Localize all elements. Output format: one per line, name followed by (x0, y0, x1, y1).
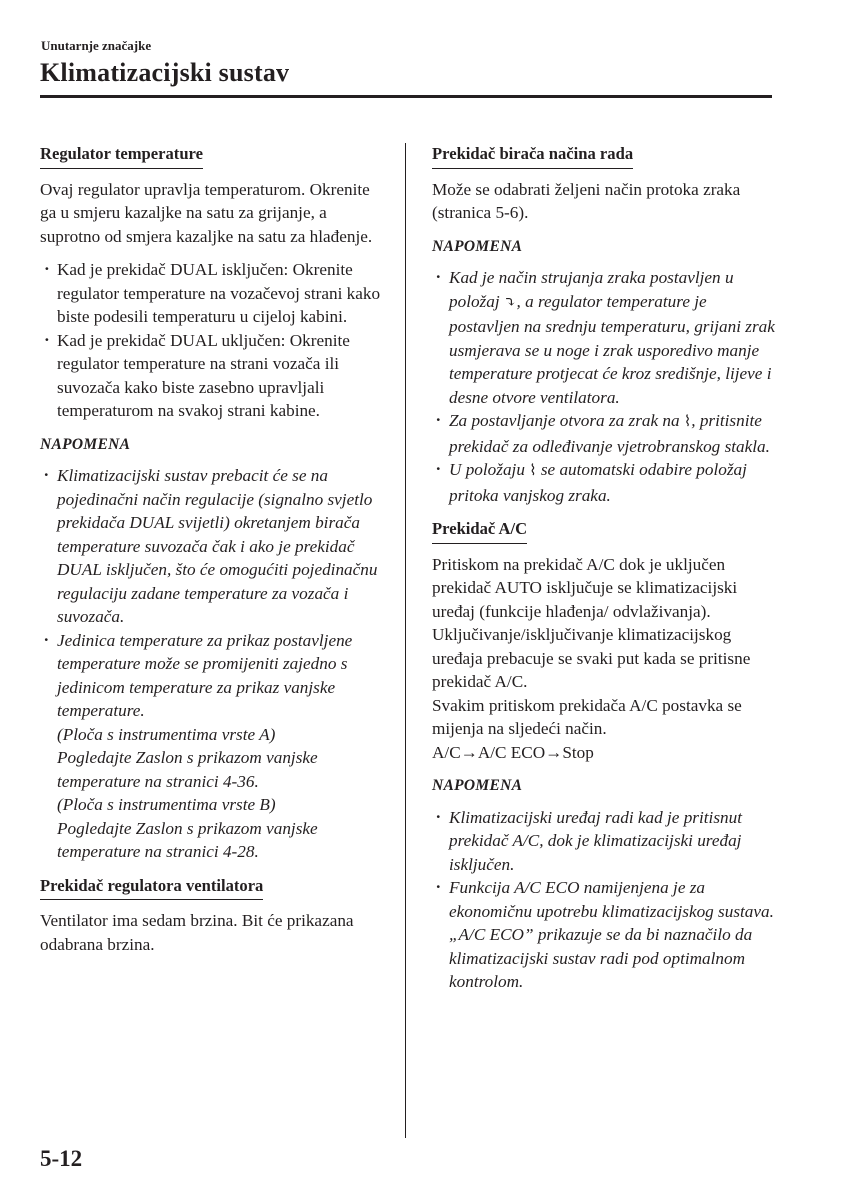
page-number: 5-12 (40, 1146, 83, 1171)
mode-heading: Prekidač birača načina rada (432, 142, 633, 169)
note-label: NAPOMENA (432, 777, 523, 794)
title-rule (40, 95, 772, 98)
note-text: , pritisnite prekidač za odleđivanje vjetrobranskog stakla. (449, 411, 770, 456)
temp-bullet-list (40, 258, 386, 423)
defroster-icon: ⌇ (529, 463, 537, 479)
section-label: Unutarnje značajke (41, 38, 152, 53)
temp-note-list (40, 464, 386, 864)
list-item (432, 458, 777, 507)
ac-paragraph: Pritiskom na prekidač A/C dok je uključen prekidač AUTO isključuje se klimatizacijski uređaj (funkcije hlađenja/ odvlaživanja). (432, 554, 738, 621)
fan-heading: Prekidač regulatora ventilatora (40, 874, 263, 901)
mode-note-list (432, 266, 777, 507)
temp-paragraph: Ovaj regulator upravlja temperaturom. Okrenite ga u smjeru kazaljke na satu za grijanje, a suprotno od smjera kazaljke na satu za hlađenje. (40, 179, 373, 246)
mode-paragraph: Može se odabrati željeni način protoka zraka (stranica 5-6). (432, 179, 741, 222)
list-item: · Klimatizacijski uređaj radi kad je pritisnut prekidač A/C, dok je klimatizacijski uređaj isključen. (432, 806, 777, 877)
list-item: · Klimatizacijski sustav prebacit će se na pojedinačni način regulacije (signalno svjetlo prekidača DUAL svijetli) okretanjem birača temperature suvozača čak i ako je prekidač DUAL isključen, što će omogućiti pojedinačnu regulaciju zadane temperature za vozača i suvozača. (40, 464, 386, 629)
list-item: · Kad je prekidač DUAL uključen: Okrenite regulator temperature na strani vozača ili suvozača kako biste zasebno upravljali temperaturom na svakoj strani kabine. (40, 329, 386, 423)
list-item (432, 266, 777, 409)
note-text: Za postavljanje otvora za zrak na (449, 411, 684, 430)
right-column (432, 142, 777, 1004)
list-item (432, 409, 777, 458)
ac-sequence: A/C→A/C ECO→Stop (432, 742, 594, 762)
defroster-icon: ⌇ (683, 414, 692, 430)
fan-paragraph: Ventilator ima sedam brzina. Bit će prikazana odabrana brzina. (40, 911, 354, 954)
ac-paragraph: Uključivanje/isključivanje klimatizacijskog uređaja prebacuje se svaki put kada se pritisne prekidač A/C. (432, 625, 751, 691)
note-text: se automatski odabire položaj pritoka vanjskog zraka. (449, 460, 747, 505)
ac-paragraph: Svakim pritiskom prekidača A/C postavka se mijenja na sljedeći način. (432, 695, 742, 738)
floor-vent-mode-icon: ⤵ (503, 294, 517, 311)
list-item: · Kad je prekidač DUAL isključen: Okrenite regulator temperature na vozačevoj strani kako biste podesili temperaturu u cijeloj kabini. (40, 258, 386, 329)
temp-heading: Regulator temperature (40, 142, 203, 169)
page-title: Klimatizacijski sustav (40, 58, 290, 87)
note-text: U položaju (449, 460, 530, 479)
note-text: , a regulator temperature je postavljen na srednju temperaturu, grijani zrak usmjerava se u noge i zrak usporedivo manje temperature protjecat će kroz središnje, lijeve i desne otvore ventilatora. (449, 291, 775, 407)
left-column (40, 142, 386, 966)
note-label: NAPOMENA (432, 237, 523, 255)
note-text: Kad je način strujanja zraka postavljen u položaj (449, 268, 734, 311)
ac-heading: Prekidač A/C (432, 517, 527, 544)
list-item: · Funkcija A/C ECO namijenjena je za ekonomičnu upotrebu klimatizacijskog sustava. „A/C ECO” prikazuje se da bi naznačilo da klimatizacijski sustav radi pod optimalnom kontrolom. (432, 876, 777, 994)
column-divider (405, 143, 406, 1138)
list-item: · Jedinica temperature za prikaz postavljene temperature može se promijeniti zajedno s jedinicom temperature za prikaz vanjske temperature. (Ploča s instrumentima vrste A) Pogledajte Zaslon s prikazom vanjske temperature na stranici 4-36. (Ploča s instrumentima vrste B) Pogledajte Zaslon s prikazom vanjske temperature na stranici 4-28. (40, 629, 386, 864)
ac-note-list (432, 806, 777, 994)
note-label: NAPOMENA (40, 435, 131, 453)
